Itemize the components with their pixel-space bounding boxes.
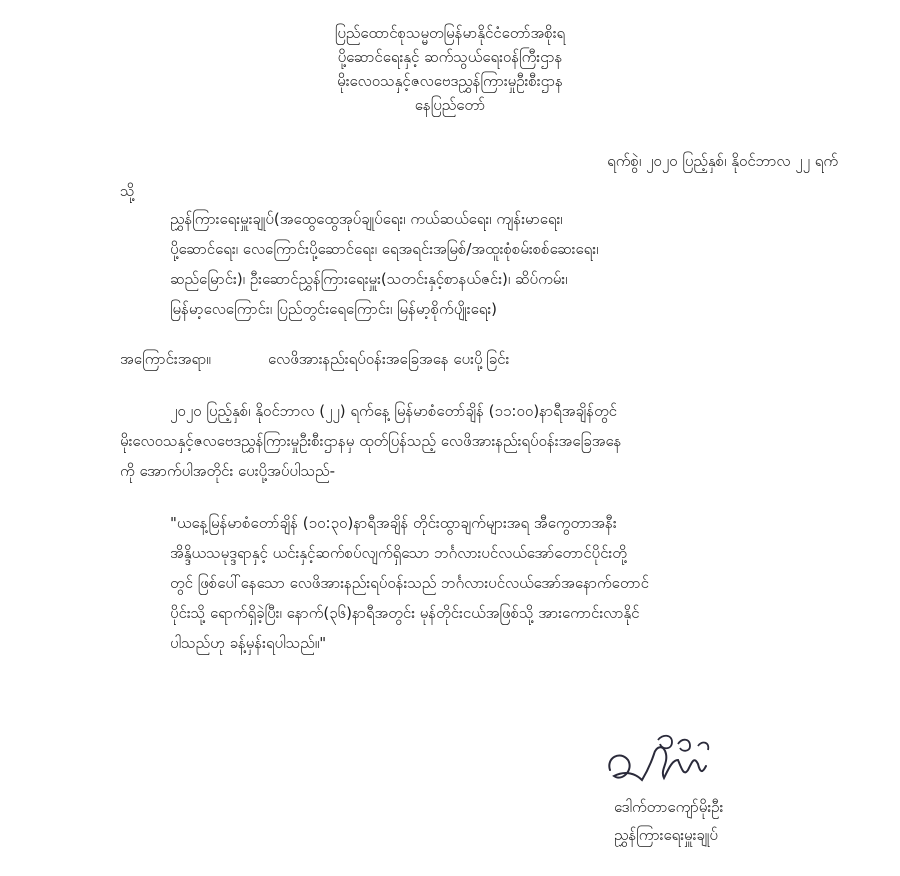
addressee-line: ပို့ဆောင်ရေး၊ လေကြောင်းပို့ဆောင်ရေး၊ ရေအရင်းအမြစ်/အထူးစုံစမ်းစစ်ဆေးရေး၊ bbox=[170, 240, 599, 258]
handwritten-signature bbox=[602, 730, 722, 792]
addressee-line: မြန်မာ့လေကြောင်း၊ ပြည်တွင်းရေကြောင်း၊ မြန်မာ့စိုက်ပျိုးရေး) bbox=[170, 300, 498, 318]
quote-line: ပါသည်ဟု ခန့်မှန်းရပါသည်။" bbox=[170, 634, 327, 652]
to-label: သို့ bbox=[120, 182, 135, 200]
header-ministry: ပို့ဆောင်ရေးနှင့် ဆက်သွယ်ရေးဝန်ကြီးဌာန bbox=[337, 48, 563, 66]
addressee-line: ဆည်မြောင်း)၊ ဦးဆောင်ညွှန်ကြားရေးမှူး(သတင်းနှင့်စာနယ်ဇင်း)၊ ဆိပ်ကမ်း၊ bbox=[170, 270, 568, 288]
body-line: ကို အောက်ပါအတိုင်း ပေးပို့အပ်ပါသည်- bbox=[120, 462, 335, 480]
addressee-line: ညွှန်ကြားရေးမှူးချုပ်(အထွေထွေအုပ်ချုပ်ရေး၊ ကယ်ဆယ်ရေး၊ ကျန်းမာရေး၊ bbox=[170, 210, 563, 228]
signatory-title: ညွှန်ကြားရေးမှူးချုပ် bbox=[614, 826, 718, 844]
subject-label: အကြောင်းအရာ။ bbox=[120, 350, 211, 368]
header-department: မိုးလေဝသနှင့်ဇလဗေဒညွှန်ကြားမှုဦးစီးဌာန bbox=[337, 72, 563, 90]
body-line: ၂၀၂၀ ပြည့်နှစ်၊ နိုဝင်ဘာလ (၂၂) ရက်နေ့ မြန်မာစံတော်ချိန် (၁၁:၀၀)နာရီအချိန်တွင် bbox=[170, 402, 617, 420]
header-location: နေပြည်တော် bbox=[414, 96, 486, 114]
body-line: မိုးလေဝသနှင့်ဇလဗေဒညွှန်ကြားမှုဦးစီးဌာနမှ ထုတ်ပြန်သည့် လေဖိအားနည်းရပ်ဝန်းအခြေအနေ bbox=[120, 432, 622, 450]
signatory-name: ဒေါက်တာကျော်မိုးဦး bbox=[614, 798, 724, 816]
subject-text: လေဖိအားနည်းရပ်ဝန်းအခြေအနေ ပေးပို့ခြင်း bbox=[268, 350, 510, 368]
quote-line: အိန္ဒိယသမုဒ္ဒရာနှင့် ယင်းနှင့်ဆက်စပ်လျက်ရှိသော ဘင်္ဂလားပင်လယ်အော်တောင်ပိုင်းတို့ bbox=[170, 544, 627, 562]
quote-line: ပိုင်းသို့ ရောက်ရှိခဲ့ပြီး၊ နောက်(၃၆)နာရီအတွင်း မုန်တိုင်းငယ်အဖြစ်သို့ အားကောင်းလာနိုင် bbox=[170, 604, 640, 622]
letter-date: ရက်စွဲ၊ ၂၀၂၀ ပြည့်နှစ်၊ နိုဝင်ဘာလ ၂၂ ရက် bbox=[607, 152, 838, 170]
quote-line: တွင် ဖြစ်ပေါ်နေသော လေဖိအားနည်းရပ်ဝန်းသည် ဘင်္ဂလားပင်လယ်အော်အနောက်တောင် bbox=[170, 574, 649, 592]
header-government: ပြည်ထောင်စုသမ္မတမြန်မာနိုင်ငံတော်အစိုးရ bbox=[334, 24, 566, 42]
quote-line: "ယနေ့မြန်မာစံတော်ချိန် (၁၀:၃၀)နာရီအချိန် တိုင်းထွာချက်များအရ အီကွေတာအနီး bbox=[170, 514, 617, 532]
